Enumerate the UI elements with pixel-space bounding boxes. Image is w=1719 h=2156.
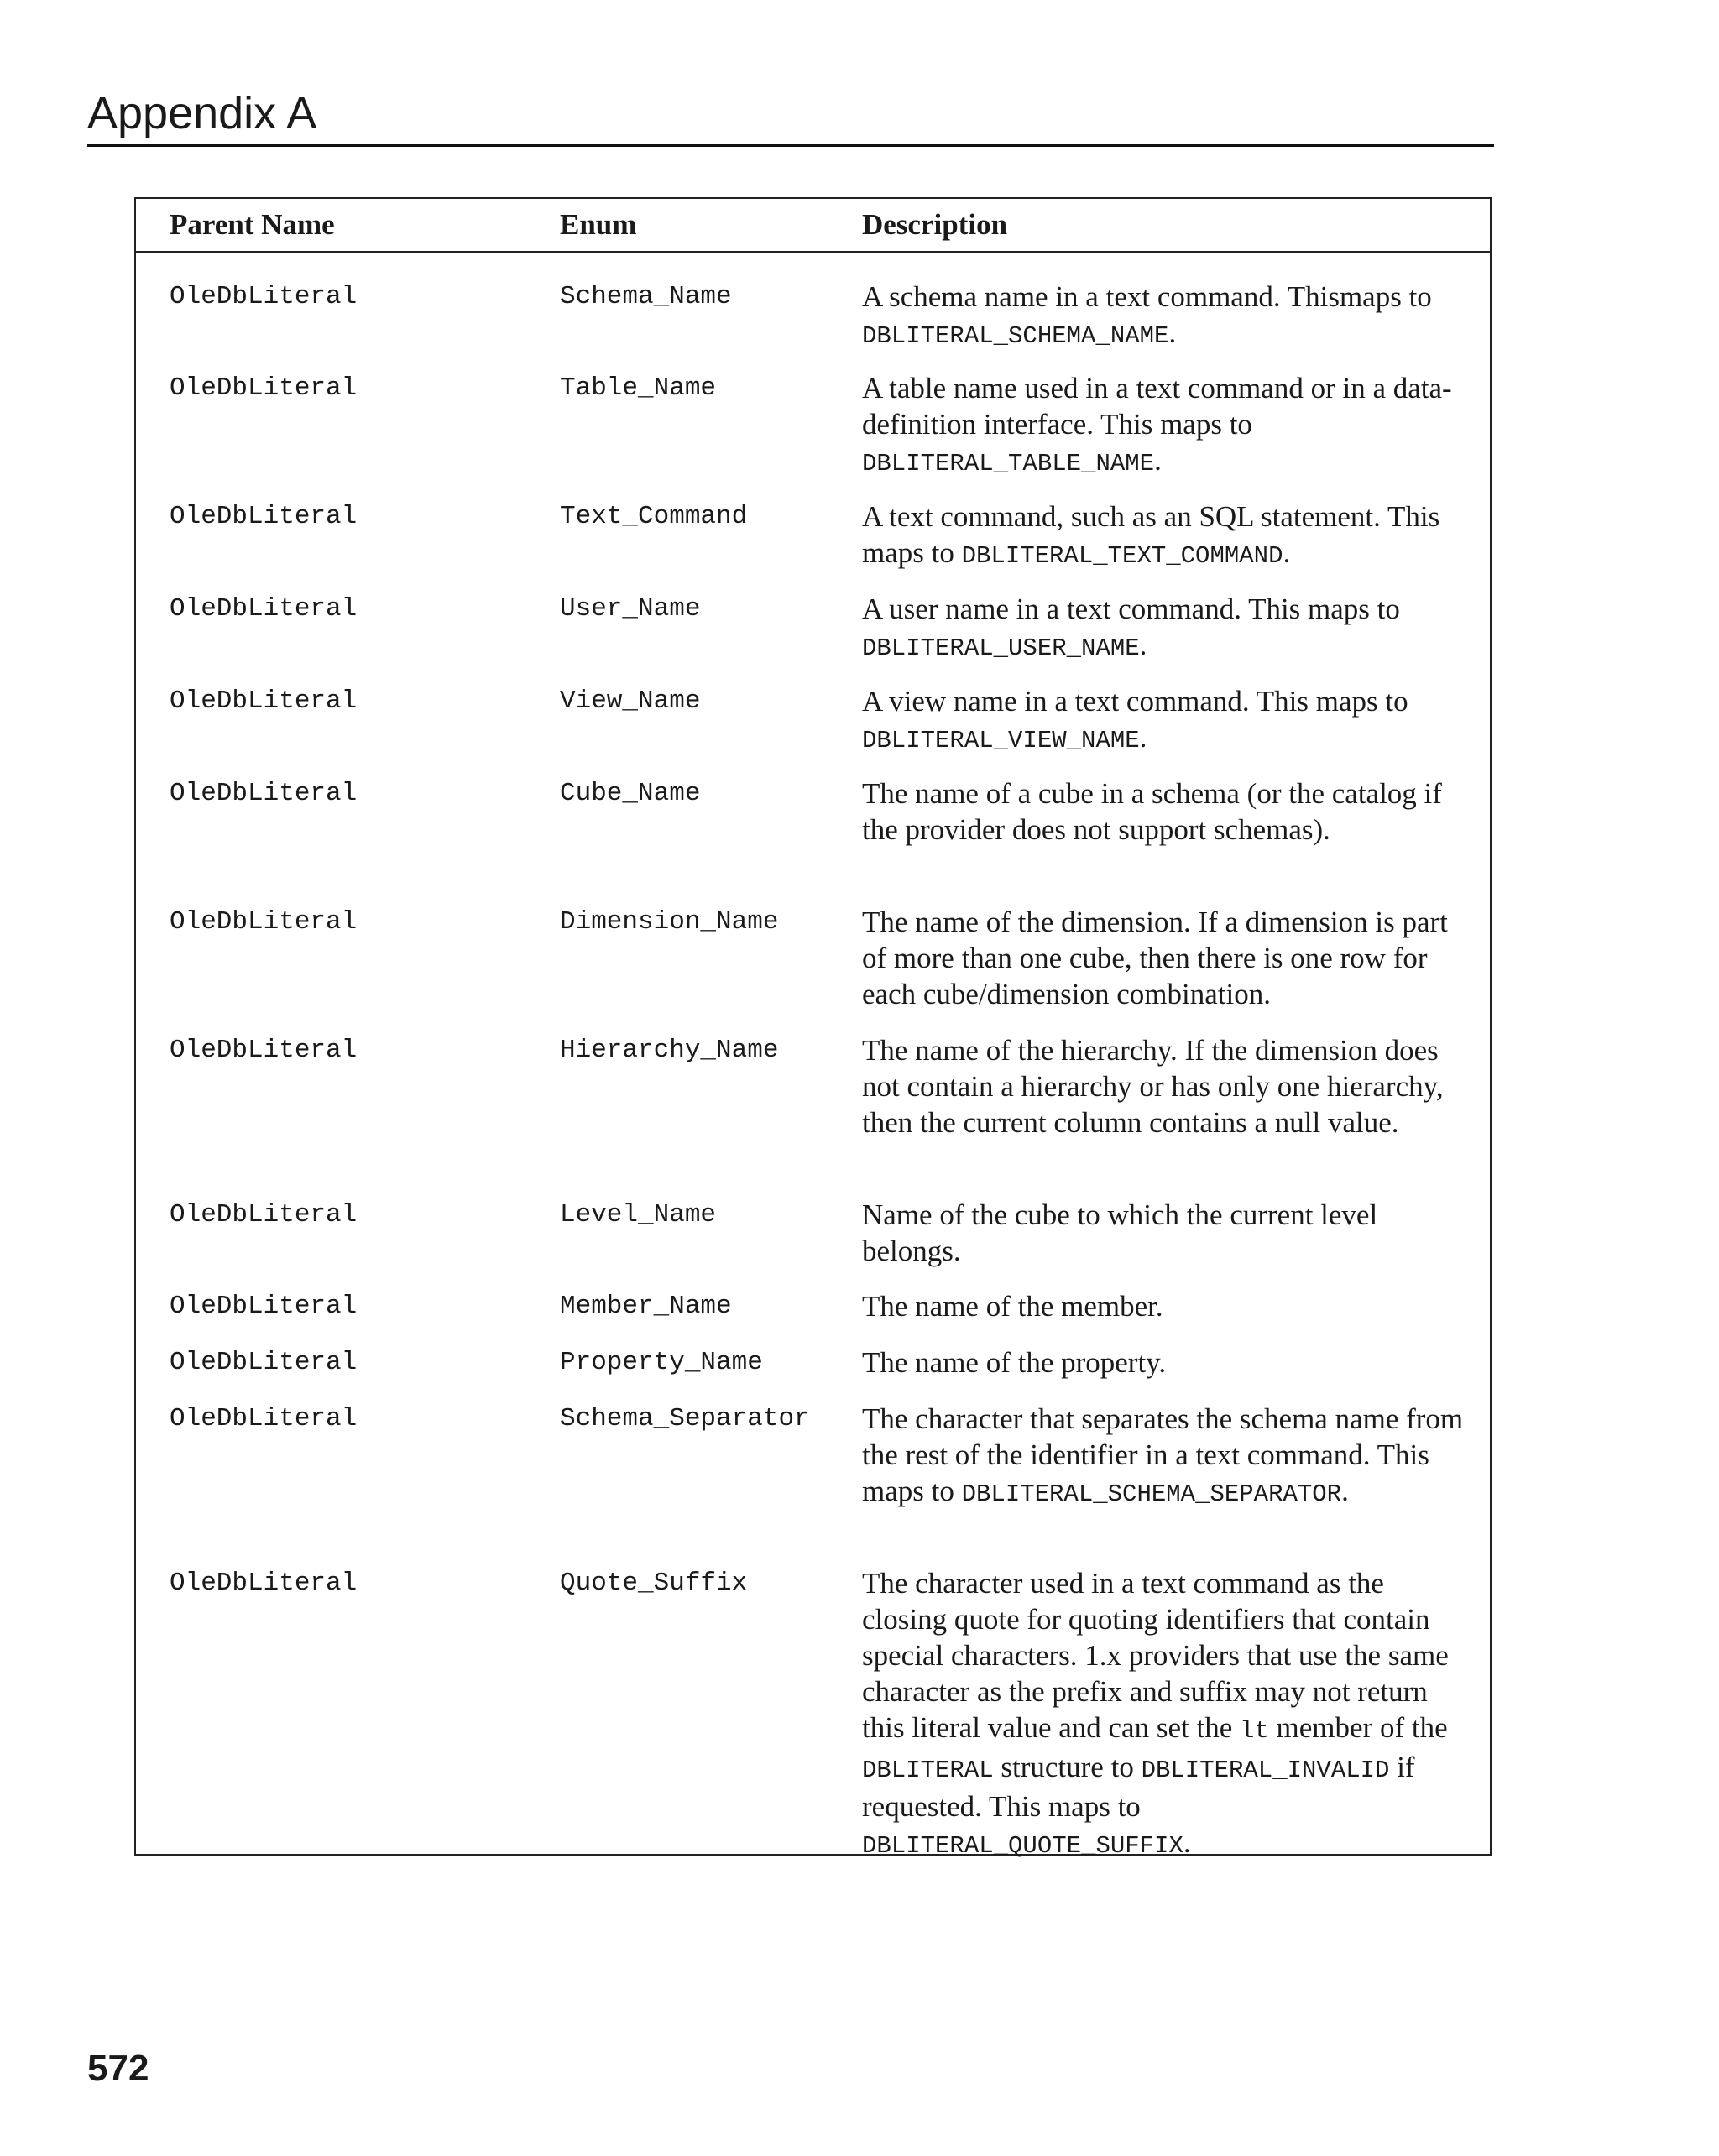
description-text: A user name in a text command. This maps to bbox=[862, 593, 1400, 625]
cell-enum: Table_Name bbox=[560, 373, 717, 403]
description-text: The name of the hierarchy. If the dimension does not contain a hierarchy or has only one hierarchy, then the current column contains a null value. bbox=[862, 1034, 1444, 1139]
description-text: . bbox=[1341, 1475, 1349, 1507]
cell-parent-name: OleDbLiteral bbox=[170, 1348, 358, 1377]
cell-description bbox=[862, 1344, 1475, 1381]
description-text: A schema name in a text command. This bbox=[862, 280, 1340, 313]
cell-parent-name: OleDbLiteral bbox=[170, 1036, 358, 1065]
cell-enum: Quote_Suffix bbox=[560, 1569, 748, 1598]
column-header-parent-name: Parent Name bbox=[170, 208, 335, 241]
description-text: The name of the member. bbox=[862, 1290, 1163, 1323]
description-text: The character used in a text command as the closing quote for quoting identifiers that contain special characters. 1.x providers that use the same character as the prefix and suffix may not return this literal value and can set the bbox=[862, 1567, 1449, 1744]
description-text: The name of the property. bbox=[862, 1346, 1167, 1379]
column-header-description: Description bbox=[862, 208, 1008, 241]
cell-enum: View_Name bbox=[560, 686, 701, 716]
literals-table bbox=[134, 197, 1492, 1860]
description-text: . bbox=[1139, 629, 1147, 661]
description-code: DBLITERAL_TEXT_COMMAND bbox=[961, 542, 1283, 570]
description-code: DBLITERAL_SCHEMA_SEPARATOR bbox=[961, 1480, 1342, 1508]
description-text: if requested. This maps to bbox=[862, 1751, 1415, 1823]
page-header-title: Appendix A bbox=[87, 91, 1494, 147]
description-text: The character that separates the schema name from the rest of the identifier in a text command. This maps to bbox=[862, 1402, 1464, 1507]
cell-description bbox=[862, 775, 1475, 848]
cell-description bbox=[862, 279, 1475, 354]
cell-description bbox=[862, 591, 1475, 666]
cell-enum: Dimension_Name bbox=[560, 907, 779, 937]
description-code: DBLITERAL_TABLE_NAME bbox=[862, 450, 1155, 478]
description-text: A table name used in a text command or in a data-definition interface. This maps to bbox=[862, 372, 1452, 441]
cell-description bbox=[862, 1565, 1475, 1864]
cell-parent-name: OleDbLiteral bbox=[170, 282, 358, 311]
table-header-row bbox=[136, 199, 1490, 253]
page-number: 572 bbox=[87, 2048, 149, 2089]
cell-description bbox=[862, 1197, 1475, 1269]
description-text: . bbox=[1183, 1826, 1191, 1859]
cell-enum: Text_Command bbox=[560, 502, 748, 531]
cell-parent-name: OleDbLiteral bbox=[170, 1569, 358, 1598]
description-text: . bbox=[1154, 444, 1162, 477]
description-text: Name of the cube to which the current level belongs. bbox=[862, 1198, 1378, 1267]
cell-parent-name: OleDbLiteral bbox=[170, 686, 358, 716]
cell-enum: User_Name bbox=[560, 594, 701, 624]
description-text: A view name in a text command. This maps to bbox=[862, 685, 1408, 718]
cell-parent-name: OleDbLiteral bbox=[170, 779, 358, 808]
description-text: The name of a cube in a schema (or the catalog if the provider does not support schemas). bbox=[862, 777, 1442, 846]
cell-description bbox=[862, 1288, 1475, 1324]
description-code: DBLITERAL_VIEW_NAME bbox=[862, 727, 1140, 754]
cell-parent-name: OleDbLiteral bbox=[170, 1200, 358, 1229]
description-text: The name of the dimension. If a dimension is part of more than one cube, then there is one row for each cube/dimension combination. bbox=[862, 906, 1448, 1010]
description-text: . bbox=[1139, 721, 1147, 754]
cell-description bbox=[862, 370, 1475, 482]
cell-parent-name: OleDbLiteral bbox=[170, 1292, 358, 1321]
cell-parent-name: OleDbLiteral bbox=[170, 907, 358, 937]
description-text: member of the bbox=[1268, 1711, 1448, 1744]
description-code: DBLITERAL_SCHEMA_NAME bbox=[862, 322, 1169, 350]
cell-enum: Property_Name bbox=[560, 1348, 763, 1377]
cell-description bbox=[862, 904, 1475, 1012]
description-code: DBLITERAL_INVALID bbox=[1141, 1757, 1390, 1784]
cell-enum: Schema_Name bbox=[560, 282, 732, 311]
cell-enum: Member_Name bbox=[560, 1292, 732, 1321]
cell-enum: Level_Name bbox=[560, 1200, 717, 1229]
cell-parent-name: OleDbLiteral bbox=[170, 373, 358, 403]
description-code: DBLITERAL_USER_NAME bbox=[862, 634, 1140, 662]
cell-description bbox=[862, 499, 1475, 574]
description-text: maps to bbox=[1339, 280, 1432, 313]
column-header-enum: Enum bbox=[560, 208, 637, 241]
cell-enum: Schema_Separator bbox=[560, 1404, 810, 1433]
cell-parent-name: OleDbLiteral bbox=[170, 1404, 358, 1433]
description-text: structure to bbox=[993, 1751, 1142, 1783]
description-code: DBLITERAL bbox=[862, 1757, 994, 1784]
cell-description bbox=[862, 683, 1475, 759]
cell-enum: Hierarchy_Name bbox=[560, 1036, 779, 1065]
description-code: DBLITERAL_QUOTE_SUFFIX bbox=[862, 1832, 1183, 1860]
cell-enum: Cube_Name bbox=[560, 779, 701, 808]
cell-parent-name: OleDbLiteral bbox=[170, 594, 358, 624]
cell-description bbox=[862, 1401, 1475, 1512]
description-text: A text command, such as an SQL statement. This maps to bbox=[862, 500, 1440, 569]
cell-parent-name: OleDbLiteral bbox=[170, 502, 358, 531]
description-text: . bbox=[1168, 316, 1177, 349]
description-text: . bbox=[1283, 536, 1291, 569]
cell-description bbox=[862, 1032, 1475, 1141]
description-code: lt bbox=[1239, 1717, 1269, 1745]
